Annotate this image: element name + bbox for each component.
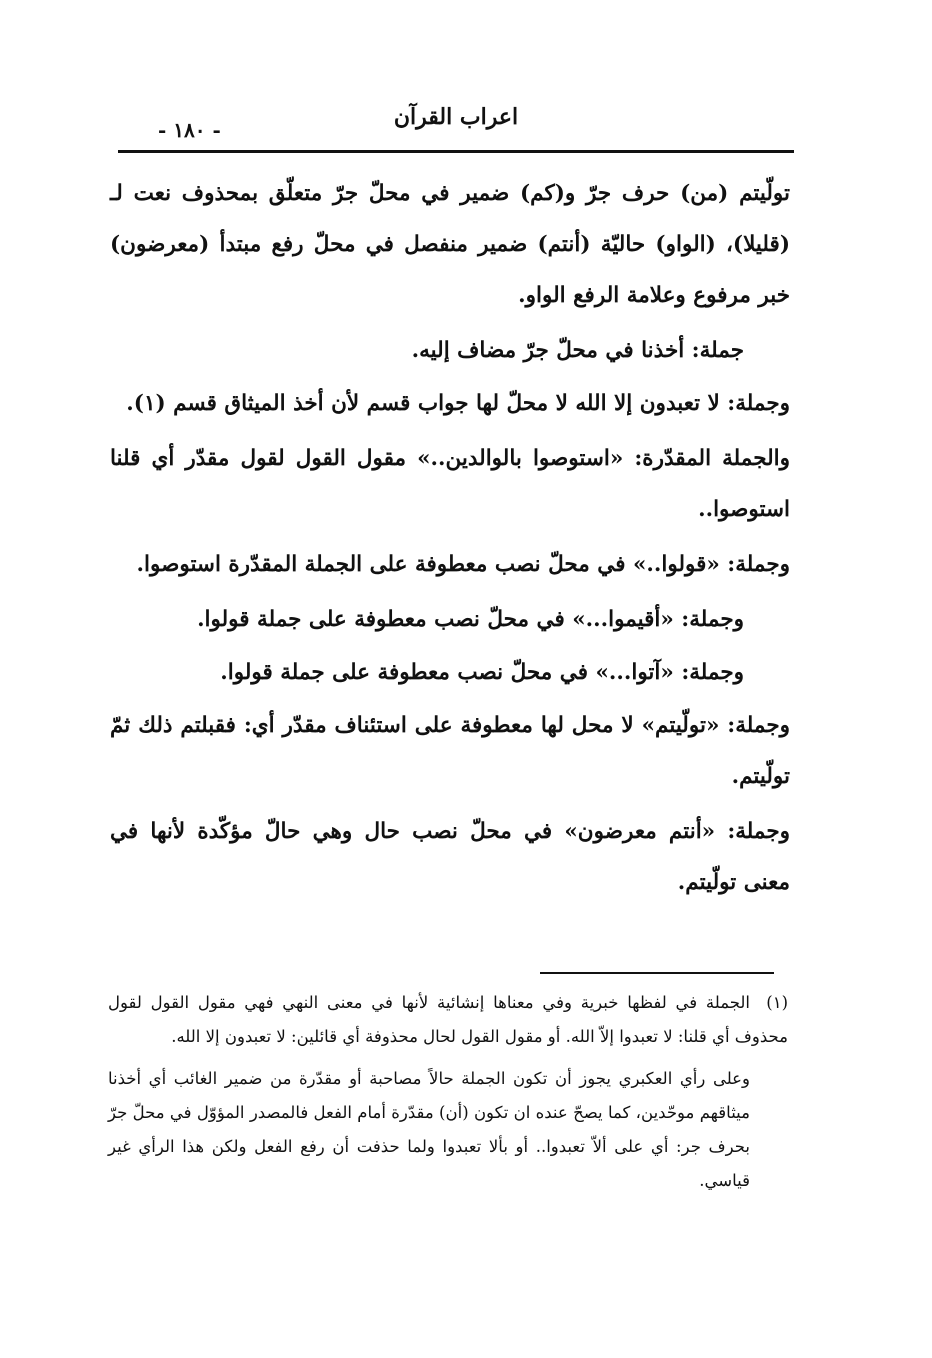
paragraph: والجملة المقدّرة: «استوصوا بالوالدين..» مقول القول لقول مقدّر أي قلنا استوصوا..: [110, 446, 790, 522]
header-rule: [118, 150, 794, 153]
paragraph: وجملة: لا تعبدون إلا الله لا محلّ لها جواب قسم لأن أخذ الميثاق قسم (١).: [126, 391, 790, 416]
footnote-text: الجملة في لفظها خبرية وفي معناها إنشائية لأنها في معنى النهي فهي مقول القول لقول محذوف أي قلنا: لا تعبدوا إلاّ الله. أو مقول القول لحال محذوفة أي قائلين: لا تعبدون إلا الله.: [108, 993, 788, 1046]
page-header: [118, 100, 794, 156]
footnote-1: [108, 986, 788, 1054]
footnote-continuation: وعلى رأي العكبري يجوز أن تكون الجملة حالاً مصاحبة أو مقدّرة من ضمير الغائب أي أخذنا ميثاقهم موحّدين، كما يصحّ عنده ان تكون (أن) مقدّرة أمام الفعل فالمصدر المؤوّل في محلّ جرّ بحرف جر: أي على ألاّ تعبدوا.. أو بألا تعبدوا ولما حذفت أن رفع الفعل ولكن هذا الرأي غير قياسي.: [108, 1069, 750, 1190]
main-text: [110, 168, 790, 912]
paragraph: وجملة: «آتوا...» في محلّ نصب معطوفة على جملة قولوا.: [220, 660, 744, 685]
paragraph: وجملة: «أقيموا...» في محلّ نصب معطوفة على جملة قولوا.: [197, 607, 744, 632]
paragraph: وجملة: «أنتم معرضون» في محلّ نصب حال وهي حالّ مؤكّدة لأنها في معنى تولّيتم.: [110, 819, 790, 895]
footnote-number: (١): [766, 993, 788, 1012]
page-title: اعراب القرآن: [393, 104, 519, 130]
paragraph: جملة: أخذنا في محلّ جرّ مضاف إليه.: [411, 338, 744, 363]
paragraph: وجملة: «قولوا..» في محلّ نصب معطوفة على الجملة المقدّرة استوصوا.: [136, 552, 790, 577]
page-number: - ١٨٠ -: [158, 118, 221, 142]
footnotes: [108, 986, 788, 1206]
footnote-rule: [540, 972, 774, 974]
paragraph: تولّيتم (من) حرف جرّ و(كم) ضمير في محلّ جرّ متعلّق بمحذوف نعت لـ (قليلا)، (الواو) حاليّة (أنتم) ضمير منفصل في محلّ رفع مبتدأ (معرضون) خبر مرفوع وعلامة الرفع الواو.: [110, 181, 790, 308]
paragraph: وجملة: «تولّيتم» لا محل لها معطوفة على استئناف مقدّر أي: فقبلتم ذلك ثمّ تولّيتم.: [110, 713, 790, 789]
